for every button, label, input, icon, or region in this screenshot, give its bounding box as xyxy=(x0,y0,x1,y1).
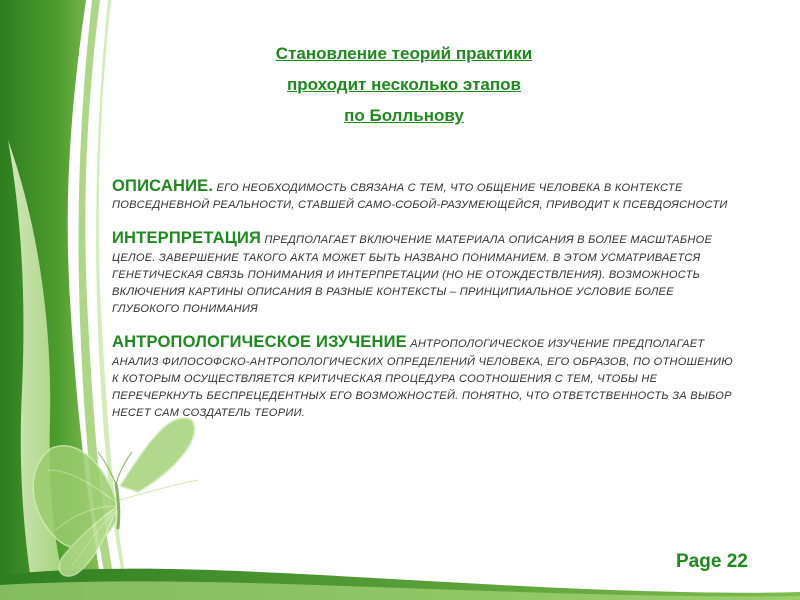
paragraph-interpretation xyxy=(112,230,740,318)
paragraph-text: ПРЕДПОЛАГАЕТ ВКЛЮЧЕНИЕ МАТЕРИАЛА ОПИСАНИЯ В БОЛЕЕ МАСШТАБНОЕ ЦЕЛОЕ. ЗАВЕРШЕНИЕ ТАКОГО АКТА МОЖЕТ БЫТЬ НАЗВАНО ПОНИМАНИЕМ. В ЭТОМ УСМАТРИВАЕТСЯ ГЕНЕТИЧЕСКАЯ СВЯЗЬ ПОНИМАНИЯ И ИНТЕРПРЕТАЦИИ (НО НЕ ОТОЖДЕСТВЛЕНИЯ). ВОЗМОЖНОСТЬ ВКЛЮЧЕНИЯ КАРТИНЫ ОПИСАНИЯ В РАЗНЫЕ КОНТЕКСТЫ – ПРИНЦИПИАЛЬНОЕ УСЛОВИЕ БОЛЕЕ ГЛУБОКОГО ПОНИМАНИЯ xyxy=(112,234,713,316)
paragraph-heading: АНТРОПОЛОГИЧЕСКОЕ ИЗУЧЕНИЕ xyxy=(112,333,407,352)
paragraph-text: ЕГО НЕОБХОДИМОСТЬ СВЯЗАНА С ТЕМ, ЧТО ОБЩЕНИЕ ЧЕЛОВЕКА В КОНТЕКСТЕ ПОВСЕДНЕВНОЙ РЕАЛЬНОСТИ, СТАВШЕЙ САМО-СОБОЙ-РАЗУМЕЮЩЕЙСЯ, ПРИВОДИТ К ПСЕВДОЯСНОСТИ xyxy=(112,182,728,212)
title-line: по Болльнову xyxy=(344,106,464,125)
paragraph-anthropology xyxy=(112,334,740,422)
content-body xyxy=(112,178,740,422)
paragraph-text: АНТРОПОЛОГИЧЕСКОЕ ИЗУЧЕНИЕ ПРЕДПОЛАГАЕТ АНАЛИЗ ФИЛОСОФСКО-АНТРОПОЛОГИЧЕСКИХ ОПРЕДЕЛЕНИЙ ЧЕЛОВЕКА, ЕГО ОБРАЗОВ, ПО ОТНОШЕНИЮ К КОТОРЫМ ОСУЩЕСТВЛЯЕТСЯ КРИТИЧЕСКАЯ ПРОЦЕДУРА СООТНОШЕНИЯ С ТЕМ, ЧТОБЫ НЕ ПЕРЕЧЕРКНУТЬ БЕСПРЕЦЕДЕНТНЫХ ЕГО ВОЗМОЖНОСТЕЙ. ПОНЯТНО, ЧТО ОТВЕТСТВЕННОСТЬ ЗА ВЫБОР НЕСЕТ САМ СОЗДАТЕЛЬ ТЕОРИИ. xyxy=(112,338,733,420)
page-number: Page 22 xyxy=(676,551,748,572)
paragraph-description xyxy=(112,178,740,214)
paragraph-heading: ИНТЕРПРЕТАЦИЯ xyxy=(112,229,262,248)
title-line: Становление теорий практики xyxy=(275,44,533,63)
slide-title xyxy=(200,38,608,131)
paragraph-heading: ОПИСАНИЕ. xyxy=(112,177,214,195)
title-line: проходит несколько этапов xyxy=(287,75,521,94)
